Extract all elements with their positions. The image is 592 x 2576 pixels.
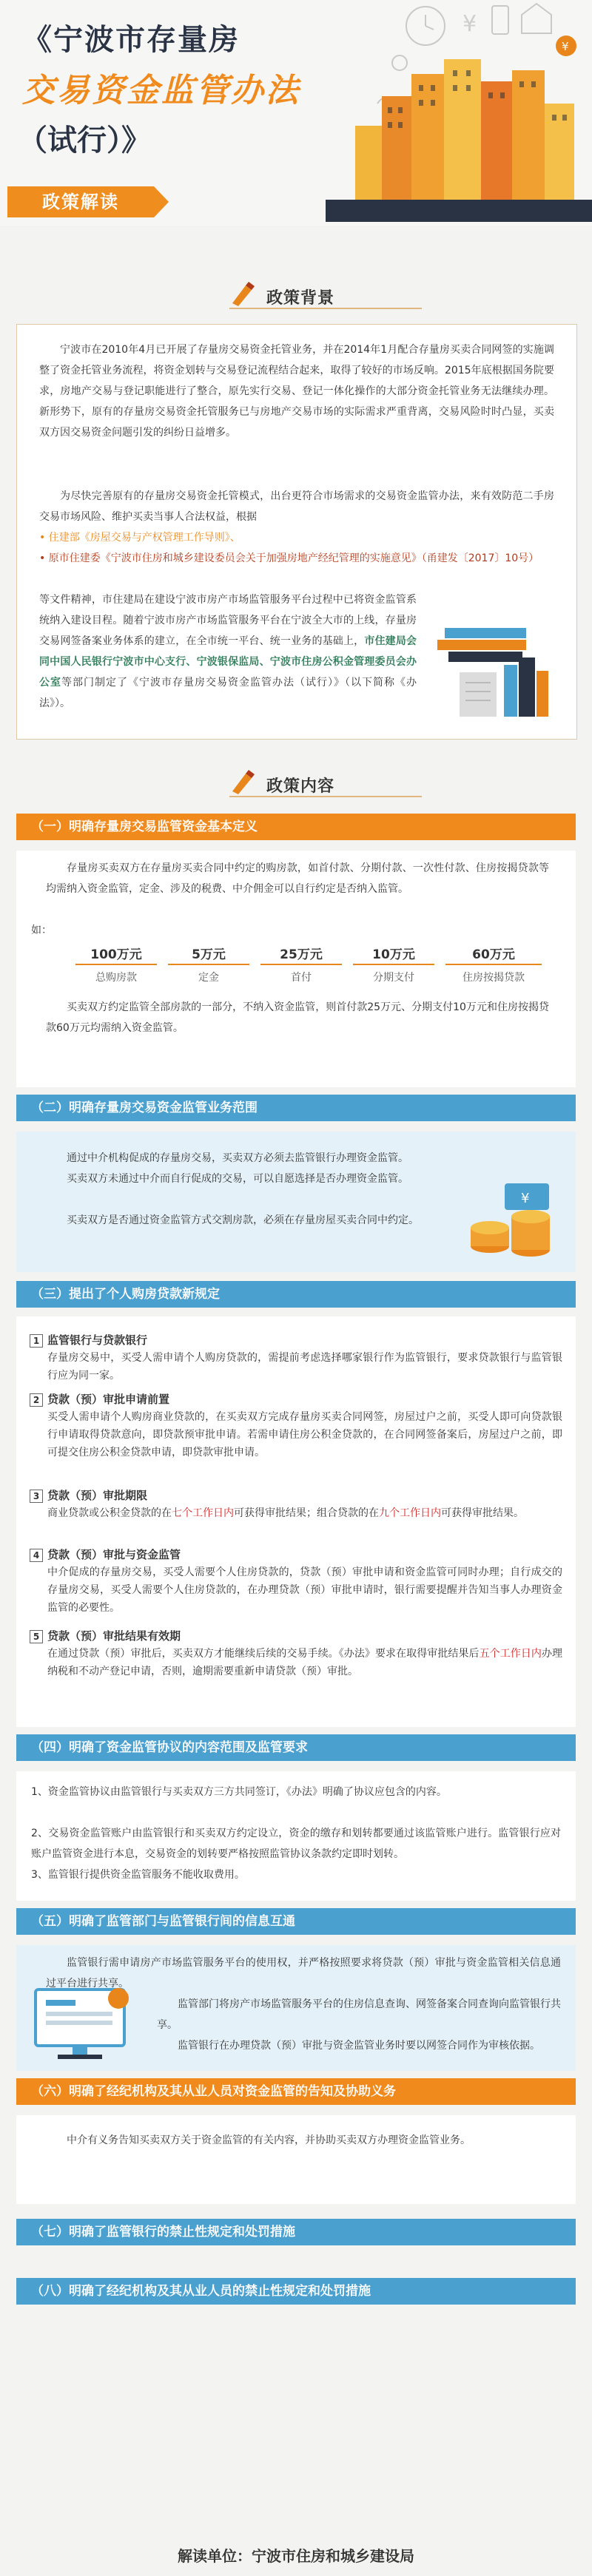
stat-installment: 10万元 分期支付 — [353, 944, 434, 984]
section-8-bar: （八）明确了经纪机构及其从业人员的禁止性规定和处罚措施 — [16, 2278, 576, 2305]
s4-paragraph-3: 3、监管银行提供资金监管服务不能收取费用。 — [31, 1869, 245, 1881]
section-2-body — [16, 1132, 576, 1272]
loan-rule-5: 5 贷款（预）审批结果有效期 在通过贷款（预）审批后，买卖双方才能继续后续的交易手续。《办法》要求在取得审批结果后五个工作日内办理纳税和不动产登记申请，否则，逾期需要重新申请贷款（预）审批。 — [30, 1627, 562, 1680]
title-line-1: 《宁波市存量房 — [22, 23, 240, 57]
hero-banner — [0, 0, 592, 226]
pin-icon — [392, 55, 407, 70]
phone-icon — [492, 6, 508, 34]
stat-total: 100万元 总购房款 — [75, 944, 157, 984]
s1-example-label: 如： — [31, 924, 52, 936]
loan-rule-1: 1 监管银行与贷款银行 存量房交易中，买受人需申请个人购房贷款的，需提前考虑选择哪家银行作为监管银行，要求贷款银行与监管银行应为同一家。 — [30, 1331, 562, 1385]
house-icon — [522, 4, 551, 33]
coins-illustration — [460, 1176, 564, 1265]
s6-paragraph-1: 中介有义务告知买卖双方关于资金监管的有关内容，并协助买卖双方办理资金监管业务。 — [67, 2134, 471, 2146]
section-title: 政策内容 — [266, 777, 335, 796]
section-4-body — [16, 1771, 576, 1901]
yen-icon: ¥ — [462, 11, 477, 37]
stat-mortgage: 60万元 住房按揭贷款 — [445, 944, 542, 984]
reference-1: • 住建部《房屋交易与产权管理工作导则》、 — [39, 532, 240, 544]
s2-paragraph-3: 买卖双方是否通过资金监管方式交割房款，必须在存量房屋买卖合同中约定。 — [67, 1214, 419, 1226]
city-illustration — [311, 0, 592, 226]
title-line-2: 交易资金监管办法 — [22, 72, 300, 109]
section-7-bar: （七）明确了监管银行的禁止性规定和处罚措施 — [16, 2219, 576, 2245]
section-1-bar: （一）明确存量房交易监管资金基本定义 — [16, 814, 576, 840]
section-title: 政策背景 — [266, 289, 335, 308]
background-heading — [0, 281, 592, 311]
section-4-bar: （四）明确了资金监管协议的内容范围及监管要求 — [16, 1734, 576, 1761]
loan-rule-3: 3 贷款（预）审批期限 商业贷款或公积金贷款的在七个工作日内可获得审批结果；组合贷款的在九个工作日内可获得审批结果。 — [30, 1487, 562, 1522]
section-3-bar: （三）提出了个人购房贷款新规定 — [16, 1281, 576, 1308]
section-6-body — [16, 2115, 576, 2204]
loan-rule-4: 4 贷款（预）审批与资金监管 中介促成的存量房交易，买受人需要个人住房贷款的，贷款（预）审批申请和资金监管可同时办理；自行成交的存量房交易，买受人需要个人住房贷款的，在办理贷款（预）审批申请时，银行需要提醒并告知当事人办理资金监管的必要性。 — [30, 1546, 562, 1617]
books-illustration — [430, 606, 563, 724]
stat-deposit: 5万元 定金 — [168, 944, 249, 984]
background-paragraph-1: 宁波市在2010年4月已开展了存量房交易资金托管业务，并在2014年1月配合存量房买卖合同网签的实施调整了资金托管业务流程，将资金划转与交易登记流程结合起来，取得了较好的市场反响。2015年底根据国务院要求，房地产交易与登记职能进行了整合，原先实行交易、登记一体化操作的大部分资金托管业务无法继续办理。新形势下，原有的存量房交易资金托管服务已与房地产交易市场的实际需求严重背离，交易风险时时凸显，买卖双方因交易资金问题引发的纠纷日益增多。 — [39, 344, 554, 439]
svg-text:¥: ¥ — [521, 1191, 530, 1206]
content-heading — [0, 769, 592, 799]
svg-text:¥: ¥ — [562, 40, 569, 53]
s2-paragraph-2: 买卖双方未通过中介而自行促成的交易，可以自愿选择是否办理资金监管。 — [67, 1173, 408, 1185]
s4-paragraph-2: 2、交易资金监管账户由监管银行和买卖双方约定设立，资金的缴存和划转都要通过该监管账户进行。监管银行应对账户监管资金进行本息，交易资金的划转要严格按照监管协议条款约定即时划转。 — [31, 1828, 561, 1860]
footer-credit: 解读单位：宁波市住房和城乡建设局 — [178, 2547, 414, 2565]
pen-icon — [229, 281, 259, 306]
section-1-body — [16, 851, 576, 1087]
s1-paragraph-1: 存量房买卖双方在存量房买卖合同中约定的购房款，如首付款、分期付款、一次性付款、住房按揭贷款等均需纳入资金监管，定金、涉及的税费、中介佣金可以自行约定是否纳入监管。 — [46, 862, 549, 895]
stat-downpayment: 25万元 首付 — [260, 944, 342, 984]
pen-icon — [229, 769, 259, 794]
background-box — [16, 324, 577, 740]
amount-stats — [75, 944, 549, 988]
loan-rule-2: 2 贷款（预）审批申请前置 买受人需申请个人购房商业贷款的，在买卖双方完成存量房买卖合同网签，房屋过户之前，买受人即可向贷款银行申请取得贷款意向，即贷款预审批申请。若需申请住房公积金贷款的，在合同网签备案后，房屋过户之前，即可提交住房公积金贷款申请，即贷款审批申请。 — [30, 1390, 562, 1461]
background-paragraph-2b: 等文件精神，市住建局在建设宁波市房产市场监管服务平台过程中已将资金监管系统纳入建设目程。随着宁波市房产市场监管服务平台在宁波全大市的上线，存量房交易网签备案业务体系的建立，在全市统一平台、统一业务的基础上，市住建局会同中国人民银行宁波市中心支行、宁波银保监局、宁波市住房公积金管理委员会办公室等部门制定了《宁波市存量房交易资金监管办法（试行）》（以下简称《办法》）。 — [39, 594, 417, 709]
section-2-bar: （二）明确存量房交易资金监管业务范围 — [16, 1095, 576, 1121]
section-6-bar: （六）明确了经纪机构及其从业人员对资金监管的告知及协助义务 — [16, 2078, 576, 2105]
title-line-3: （试行）》 — [18, 124, 151, 158]
s5-paragraph-3: 监管银行在办理贷款（预）审批与资金监管业务时要以网签合同作为审核依据。 — [178, 2040, 540, 2052]
background-paragraph-2a: 为尽快完善原有的存量房交易资金托管模式，出台更符合市场需求的交易资金监管办法，来有效防范二手房交易市场风险、维护买卖当事人合法权益，根据 — [39, 490, 554, 523]
reference-2: • 原市住建委《宁波市住房和城乡建设委员会关于加强房地产经纪管理的实施意见》（甬建发〔2017〕10号） — [39, 552, 539, 564]
policy-tag: 政策解读 — [7, 186, 154, 217]
section-5-bar: （五）明确了监管部门与监管银行间的信息互通 — [16, 1908, 576, 1935]
s5-paragraph-1: 监管银行需申请房产市场监管服务平台的使用权，并严格按照要求将贷款（预）审批与资金监管相关信息通过平台进行共享。 — [46, 1957, 561, 1990]
section-5-body — [16, 1945, 576, 2071]
s2-paragraph-1: 通过中介机构促成的存量房交易，买卖双方必须去监管银行办理资金监管。 — [67, 1152, 408, 1164]
s4-paragraph-1: 1、资金监管协议由监管银行与买卖双方三方共同签订，《办法》明确了协议应包含的内容。 — [31, 1786, 447, 1798]
s5-paragraph-2: 监管部门将房产市场监管服务平台的住房信息查询、网签备案合同查询向监管银行共享。 — [157, 1998, 561, 2031]
s1-paragraph-2: 买卖双方约定监管全部房款的一部分，不纳入资金监管，则首付款25万元、分期支付10万元和住房按揭贷款60万元均需纳入资金监管。 — [46, 1001, 549, 1034]
computer-illustration — [28, 1982, 139, 2063]
